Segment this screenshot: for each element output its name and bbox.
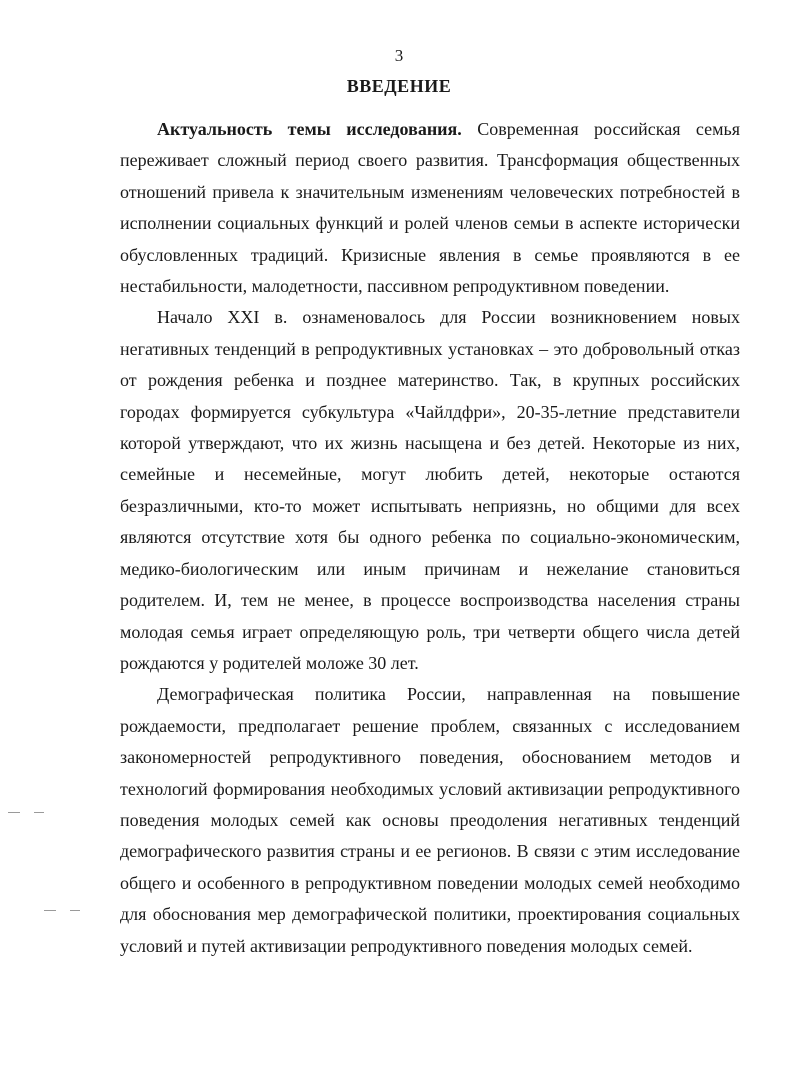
paragraph-demographic-policy: Демографическая политика России, направленная на повышение рождаемости, предполагает решение проблем, связанных с исследованием закономерностей репродуктивного поведения, обоснованием методов и технологий формирования необходимых условий активизации репродуктивного поведения молодых семей как основы преодоления негативных тенденций демографического развития страны и ее регионов. В связи с этим исследование общего и особенного в репродуктивном поведении молодых семей необходимо для обоснования мер демографической политики, проектирования социальных условий и путей активизации репродуктивного поведения молодых семей. xyxy=(120,684,740,956)
page-number: 3 xyxy=(394,46,404,65)
document-body xyxy=(120,114,740,962)
paragraph-childfree: Начало XXI в. ознаменовалось для России возникновением новых негативных тенденций в репродуктивных установках – это добровольный отказ от рождения ребенка и позднее материнство. Так, в крупных российских городах формируется субкультура «Чайлдфри», 20-35-летние представители которой утверждают, что их жизнь насыщена и без детей. Некоторые из них, семейные и несемейные, могут любить детей, некоторые остаются безразличными, кто-то может испытывать неприязнь, но общими для всех являются отсутствие хотя бы одного ребенка по социально-экономическим, медико-биологическим или иным причинам и нежелание становиться родителем. И, тем не менее, в процессе воспроизводства населения страны молодая семья играет определяющую роль, три четверти общего числа детей рождаются у родителей моложе 30 лет. xyxy=(120,307,740,673)
scan-margin-mark xyxy=(8,812,20,813)
paragraph-lead-in: Актуальность темы исследования. xyxy=(157,119,462,139)
scan-margin-mark xyxy=(44,910,56,911)
section-heading: ВВЕДЕНИЕ xyxy=(346,76,452,96)
paragraph-text: Современная российская семья переживает сложный период своего развития. Трансформация общественных отношений привела к значительным изменениям человеческих потребностей в исполнении социальных функций и ролей членов семьи в аспекте исторически обусловленных традиций. Кризисные явления в семье проявляются в ее нестабильности, малодетности, пассивном репродуктивном поведении. xyxy=(120,119,740,297)
scan-margin-mark xyxy=(34,812,44,813)
scan-margin-mark xyxy=(70,910,80,911)
paragraph-relevance xyxy=(120,114,740,302)
